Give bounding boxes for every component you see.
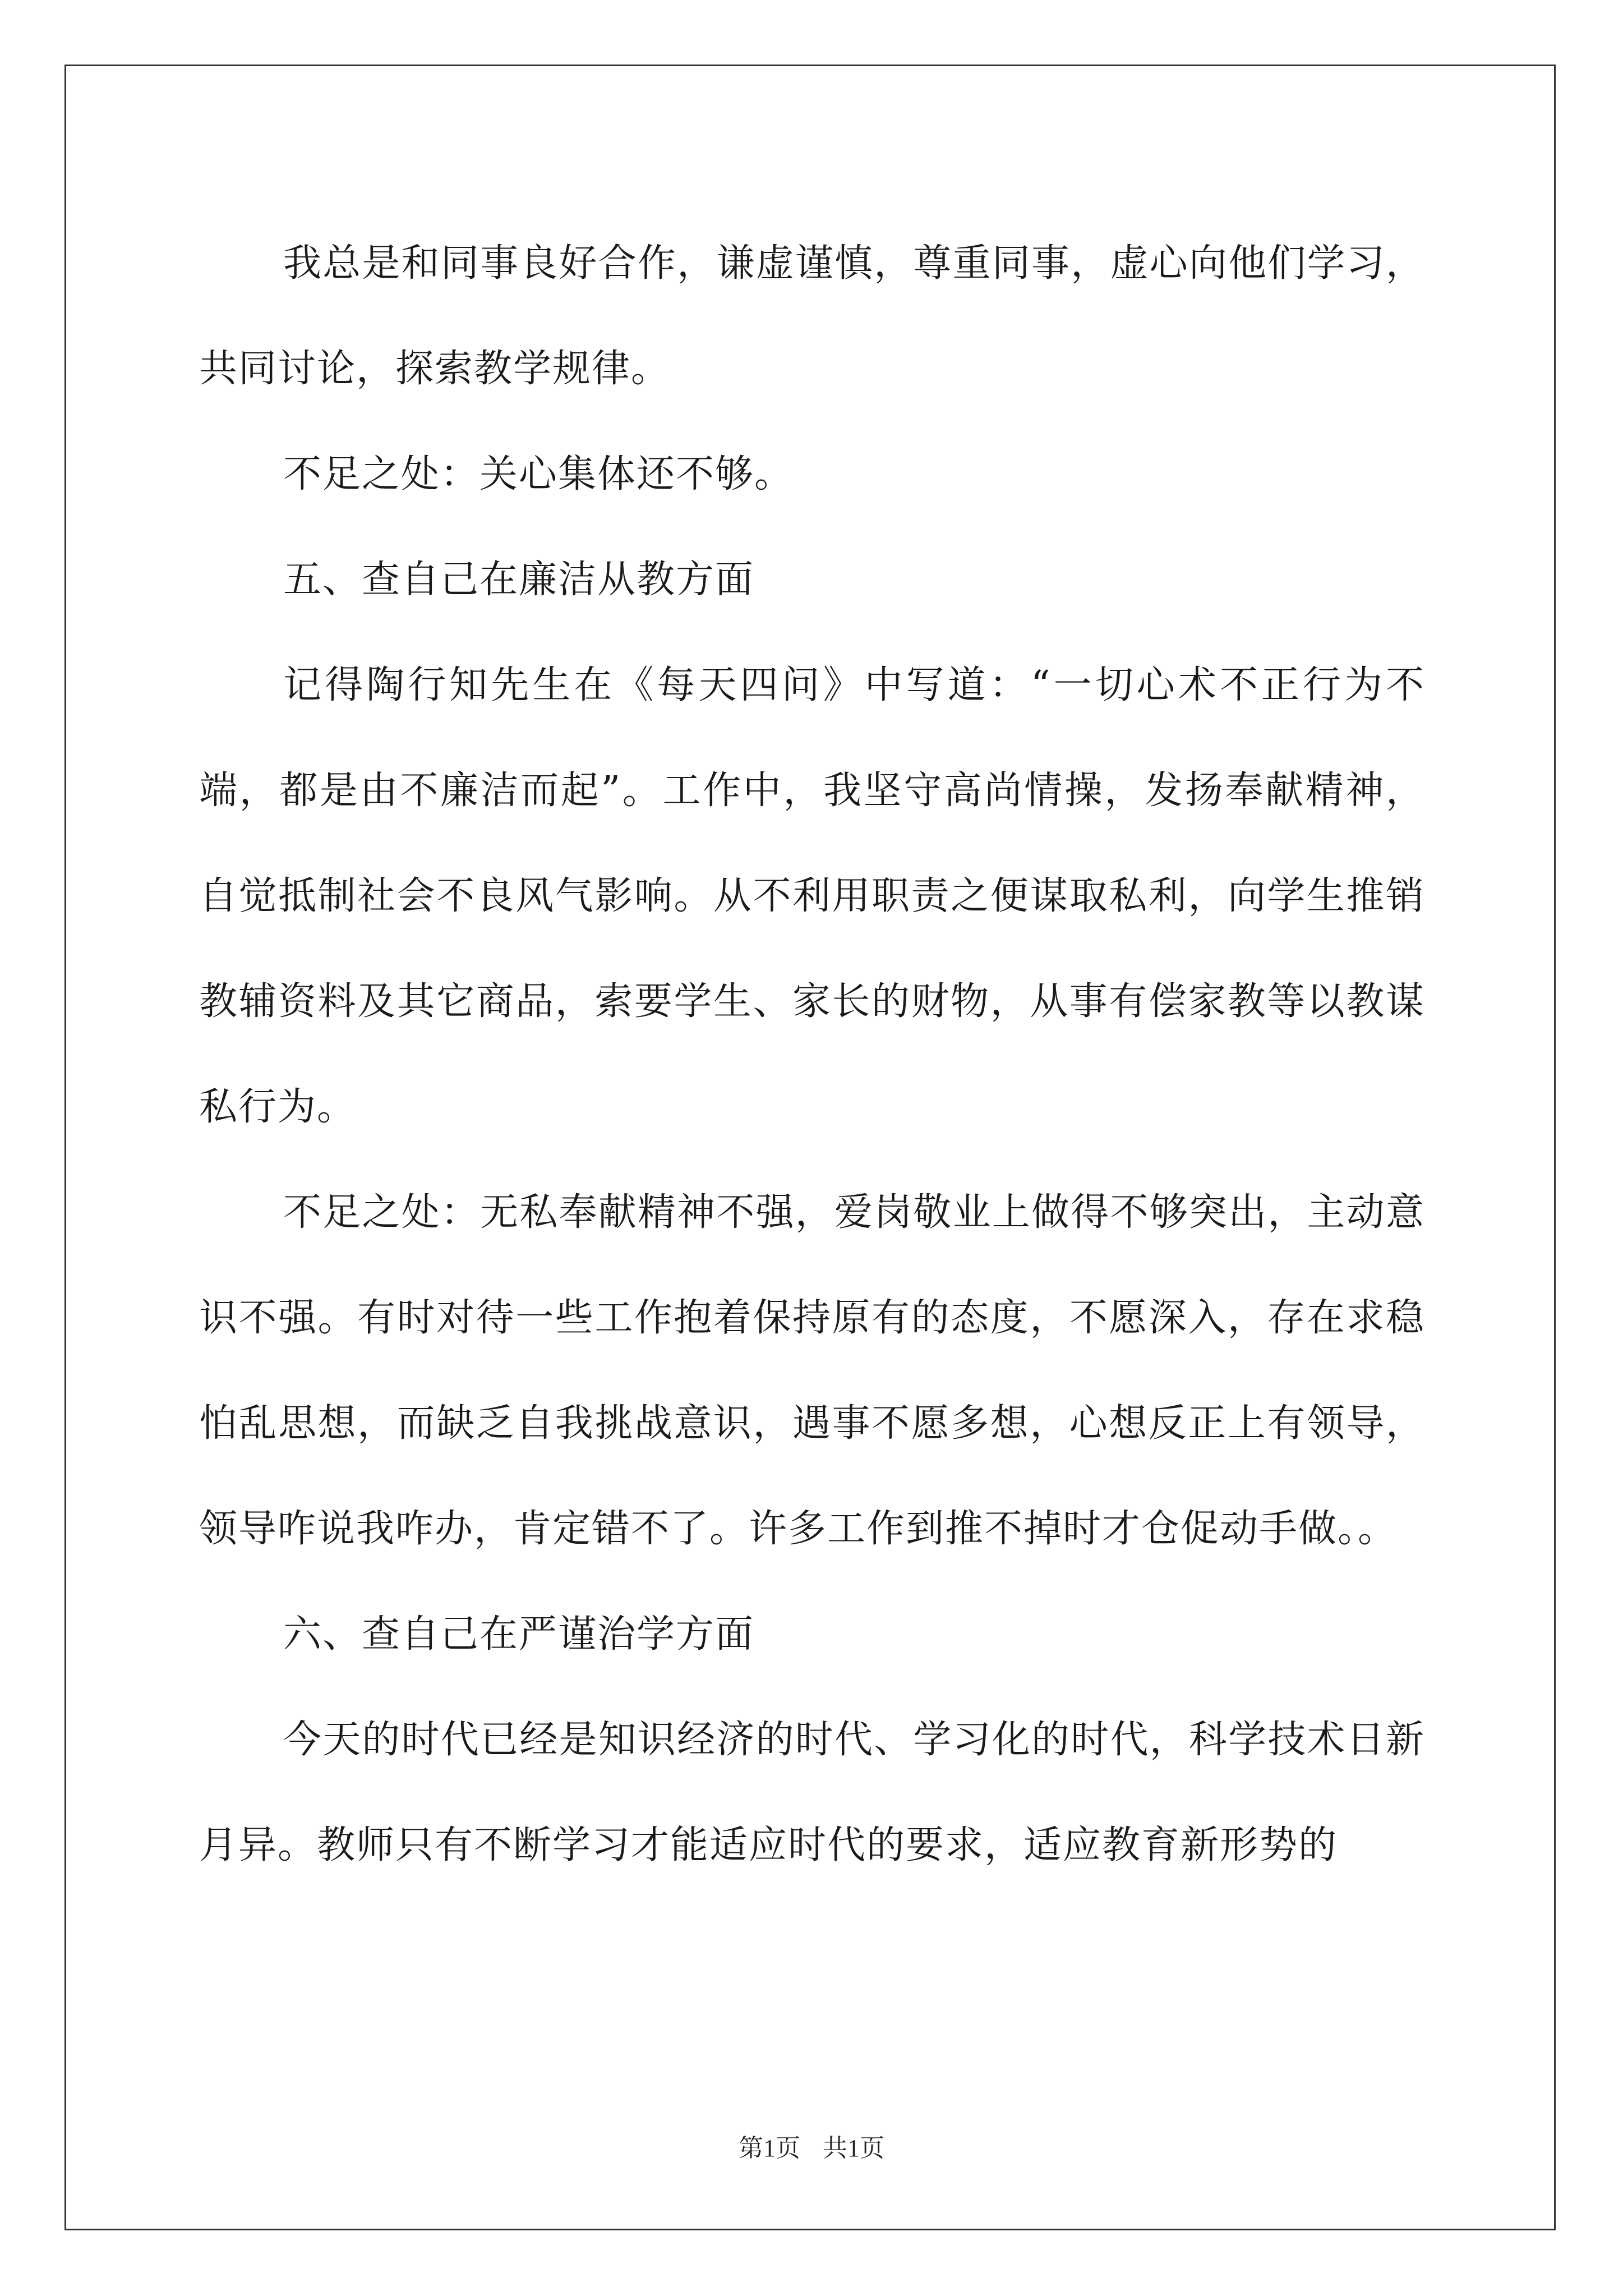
paragraph: 不足之处：无私奉献精神不强，爱岗敬业上做得不够突出，主动意识不强。有时对待一些工作抱着保持原有的态度，不愿深入，存在求稳怕乱思想，而缺乏自我挑战意识，遇事不愿多想，心想反正上有领导，领导咋说我咋办，肯定错不了。许多工作到推不掉时才仓促动手做。。 (199, 1190, 1425, 1551)
section-heading: 六、查自己在严谨治学方面 (283, 1612, 755, 1657)
page-footer (0, 2132, 1623, 2165)
page-total: 共1页 (823, 2134, 884, 2162)
paragraph: 不足之处：关心集体还不够。 (283, 452, 794, 496)
page-number: 第1页 (739, 2134, 800, 2162)
paragraph: 今天的时代已经是知识经济的时代、学习化的时代，科学技术日新月异。教师只有不断学习才能适应时代的要求，适应教育新形势的 (199, 1718, 1425, 1867)
paragraph: 我总是和同事良好合作，谦虚谨慎，尊重同事，虚心向他们学习，共同讨论，探索教学规律。 (199, 241, 1425, 391)
section-heading: 五、查自己在廉洁从教方面 (283, 558, 755, 602)
paragraph: 记得陶行知先生在《每天四问》中写道：“一切心术不正行为不端，都是由不廉洁而起”。工作中，我坚守高尚情操，发扬奉献精神，自觉抵制社会不良风气影响。从不利用职责之便谋取私利，向学生推销教辅资料及其它商品，索要学生、家长的财物，从事有偿家教等以教谋私行为。 (199, 663, 1425, 1129)
document-body (199, 211, 1425, 1898)
